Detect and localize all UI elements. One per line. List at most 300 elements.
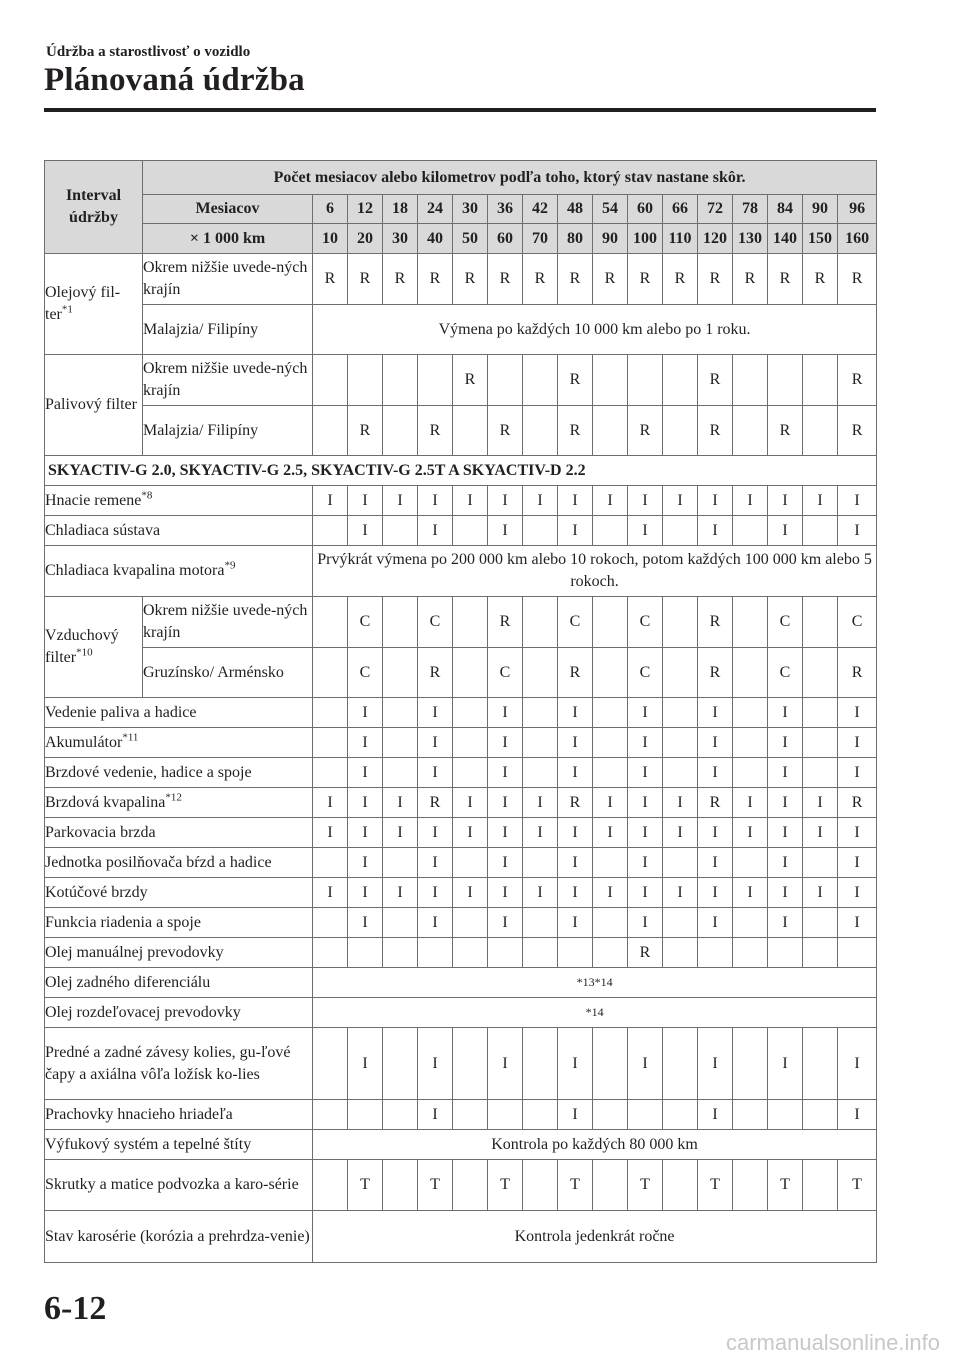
schedule-cell: I: [628, 908, 663, 938]
table-row: [45, 1160, 877, 1211]
schedule-cell: [523, 516, 558, 546]
schedule-cell: I: [418, 728, 453, 758]
schedule-cell: [803, 355, 838, 406]
table-row: [45, 908, 877, 938]
schedule-cell: [418, 355, 453, 406]
schedule-cell: I: [348, 848, 383, 878]
schedule-cell: [313, 597, 348, 648]
schedule-cell: I: [628, 818, 663, 848]
schedule-cell: I: [768, 698, 803, 728]
schedule-cell: [383, 908, 418, 938]
km-cell: 150: [803, 224, 838, 254]
schedule-cell: I: [488, 728, 523, 758]
schedule-cell: [453, 1100, 488, 1130]
schedule-cell: [663, 406, 698, 456]
schedule-cell: I: [698, 486, 733, 516]
schedule-cell: C: [348, 648, 383, 698]
months-label: Mesiacov: [143, 195, 313, 224]
schedule-cell: C: [488, 648, 523, 698]
schedule-span: Výmena po každých 10 000 km alebo po 1 roku.: [313, 305, 877, 355]
schedule-cell: I: [628, 516, 663, 546]
schedule-cell: [768, 1100, 803, 1130]
schedule-cell: I: [628, 698, 663, 728]
schedule-cell: R: [768, 406, 803, 456]
schedule-cell: [383, 698, 418, 728]
table-row: [45, 546, 877, 597]
table-row: [45, 406, 877, 456]
schedule-cell: T: [558, 1160, 593, 1211]
schedule-cell: R: [803, 254, 838, 305]
schedule-cell: R: [698, 254, 733, 305]
schedule-cell: R: [558, 406, 593, 456]
schedule-cell: [803, 1028, 838, 1100]
schedule-cell: I: [698, 728, 733, 758]
km-cell: 100: [628, 224, 663, 254]
schedule-cell: I: [383, 818, 418, 848]
item-name: Akumulátor$^{*11}$: [45, 728, 313, 758]
schedule-cell: [313, 908, 348, 938]
schedule-cell: I: [418, 818, 453, 848]
month-cell: 96: [838, 195, 877, 224]
schedule-cell: I: [453, 818, 488, 848]
schedule-cell: I: [628, 848, 663, 878]
item-name: Chladiaca kvapalina motora$^{*9}$: [45, 546, 313, 597]
page-number: 6-12: [44, 1290, 107, 1327]
km-cell: 160: [838, 224, 877, 254]
schedule-cell: [628, 355, 663, 406]
schedule-cell: [803, 516, 838, 546]
schedule-cell: [488, 1100, 523, 1130]
schedule-cell: I: [418, 878, 453, 908]
schedule-cell: I: [348, 486, 383, 516]
schedule-cell: I: [558, 848, 593, 878]
schedule-cell: [733, 406, 768, 456]
schedule-cell: I: [838, 758, 877, 788]
schedule-cell: I: [488, 698, 523, 728]
item-name: Parkovacia brzda: [45, 818, 313, 848]
schedule-cell: I: [348, 1028, 383, 1100]
schedule-cell: [733, 728, 768, 758]
schedule-cell: I: [628, 878, 663, 908]
schedule-cell: [453, 938, 488, 968]
item-condition: Okrem nižšie uvede-ných krajín: [143, 597, 313, 648]
schedule-cell: I: [418, 758, 453, 788]
schedule-cell: R: [663, 254, 698, 305]
schedule-cell: I: [488, 758, 523, 788]
schedule-cell: I: [523, 486, 558, 516]
schedule-cell: [803, 848, 838, 878]
schedule-cell: [348, 355, 383, 406]
schedule-cell: I: [523, 818, 558, 848]
schedule-cell: R: [698, 648, 733, 698]
schedule-cell: [453, 406, 488, 456]
schedule-cell: I: [593, 878, 628, 908]
km-header-row: [45, 224, 877, 254]
section-label: Údržba a starostlivosť o vozidlo: [46, 44, 251, 60]
km-cell: 20: [348, 224, 383, 254]
schedule-cell: R: [558, 648, 593, 698]
table-row: [45, 456, 877, 486]
schedule-cell: [313, 698, 348, 728]
table-row: [45, 355, 877, 406]
schedule-cell: I: [803, 486, 838, 516]
schedule-cell: R: [558, 788, 593, 818]
month-cell: 12: [348, 195, 383, 224]
schedule-cell: I: [348, 728, 383, 758]
schedule-cell: I: [453, 486, 488, 516]
schedule-cell: [803, 758, 838, 788]
table-row: [45, 1028, 877, 1100]
schedule-cell: [593, 938, 628, 968]
km-cell: 60: [488, 224, 523, 254]
schedule-cell: R: [383, 254, 418, 305]
schedule-cell: I: [488, 818, 523, 848]
schedule-cell: [803, 1100, 838, 1130]
schedule-cell: I: [383, 486, 418, 516]
schedule-cell: [558, 938, 593, 968]
table-row: [45, 597, 877, 648]
schedule-cell: I: [838, 878, 877, 908]
schedule-cell: C: [628, 597, 663, 648]
schedule-cell: [593, 848, 628, 878]
schedule-cell: [453, 516, 488, 546]
schedule-cell: [383, 1028, 418, 1100]
schedule-cell: R: [768, 254, 803, 305]
schedule-cell: I: [628, 788, 663, 818]
schedule-cell: I: [663, 878, 698, 908]
schedule-cell: I: [663, 486, 698, 516]
schedule-cell: T: [418, 1160, 453, 1211]
schedule-cell: R: [418, 254, 453, 305]
schedule-cell: [383, 728, 418, 758]
schedule-cell: I: [348, 908, 383, 938]
item-name: Olej manuálnej prevodovky: [45, 938, 313, 968]
schedule-cell: I: [768, 788, 803, 818]
schedule-cell: I: [768, 848, 803, 878]
schedule-cell: R: [418, 648, 453, 698]
km-cell: 80: [558, 224, 593, 254]
month-cell: 54: [593, 195, 628, 224]
title-divider: [44, 108, 876, 112]
schedule-cell: [663, 728, 698, 758]
schedule-cell: I: [733, 878, 768, 908]
schedule-cell: [523, 728, 558, 758]
schedule-cell: R: [628, 406, 663, 456]
watermark: carmanualsonline.info: [725, 1330, 940, 1355]
schedule-cell: I: [733, 788, 768, 818]
schedule-cell: I: [628, 758, 663, 788]
schedule-cell: R: [488, 254, 523, 305]
schedule-cell: I: [488, 908, 523, 938]
schedule-cell: I: [698, 848, 733, 878]
schedule-cell: R: [558, 355, 593, 406]
schedule-cell: [383, 648, 418, 698]
month-cell: 60: [628, 195, 663, 224]
item-name: Olej zadného diferenciálu: [45, 968, 313, 998]
item-name: Jednotka posilňovača bŕzd a hadice: [45, 848, 313, 878]
item-name: Chladiaca sústava: [45, 516, 313, 546]
schedule-cell: R: [348, 254, 383, 305]
schedule-cell: T: [488, 1160, 523, 1211]
schedule-cell: I: [698, 1028, 733, 1100]
item-condition: Malajzia/ Filipíny: [143, 406, 313, 456]
km-cell: 110: [663, 224, 698, 254]
table-row: [45, 1211, 877, 1263]
item-name: Kotúčové brzdy: [45, 878, 313, 908]
schedule-cell: [593, 1160, 628, 1211]
schedule-cell: C: [628, 648, 663, 698]
item-name: Stav karosérie (korózia a prehrdza-venie): [45, 1211, 313, 1263]
item-condition: Okrem nižšie uvede-ných krajín: [143, 355, 313, 406]
schedule-cell: [383, 516, 418, 546]
schedule-cell: [453, 908, 488, 938]
schedule-cell: [803, 597, 838, 648]
schedule-span: Kontrola jedenkrát ročne: [313, 1211, 877, 1263]
schedule-cell: C: [418, 597, 453, 648]
schedule-cell: R: [838, 406, 877, 456]
km-cell: 90: [593, 224, 628, 254]
schedule-cell: [593, 355, 628, 406]
month-cell: 48: [558, 195, 593, 224]
schedule-cell: [453, 597, 488, 648]
schedule-cell: I: [348, 758, 383, 788]
schedule-cell: I: [348, 788, 383, 818]
schedule-cell: [628, 1100, 663, 1130]
schedule-cell: R: [453, 355, 488, 406]
table-row: [45, 305, 877, 355]
months-header-row: [45, 195, 877, 224]
schedule-cell: I: [418, 486, 453, 516]
schedule-cell: [663, 1028, 698, 1100]
schedule-cell: R: [838, 788, 877, 818]
schedule-cell: [383, 355, 418, 406]
schedule-cell: [593, 648, 628, 698]
schedule-cell: I: [733, 818, 768, 848]
schedule-cell: [313, 355, 348, 406]
schedule-cell: [733, 1028, 768, 1100]
schedule-cell: I: [768, 878, 803, 908]
schedule-cell: I: [488, 1028, 523, 1100]
item-name: Výfukový systém a tepelné štíty: [45, 1130, 313, 1160]
schedule-cell: I: [838, 908, 877, 938]
schedule-cell: [383, 938, 418, 968]
month-cell: 18: [383, 195, 418, 224]
schedule-cell: [733, 698, 768, 728]
schedule-cell: [523, 938, 558, 968]
schedule-cell: [383, 848, 418, 878]
footnote-ref: *13*14: [313, 968, 877, 998]
schedule-cell: T: [838, 1160, 877, 1211]
schedule-cell: I: [838, 486, 877, 516]
schedule-cell: [803, 938, 838, 968]
schedule-cell: T: [348, 1160, 383, 1211]
schedule-cell: [733, 516, 768, 546]
schedule-cell: [593, 597, 628, 648]
schedule-cell: I: [348, 878, 383, 908]
schedule-cell: [663, 908, 698, 938]
schedule-cell: I: [348, 516, 383, 546]
item-name: Vzduchový filter$^{*10}$: [45, 597, 143, 698]
item-condition: Okrem nižšie uvede-ných krajín: [143, 254, 313, 305]
schedule-cell: I: [313, 818, 348, 848]
schedule-cell: [313, 516, 348, 546]
km-cell: 130: [733, 224, 768, 254]
km-cell: 50: [453, 224, 488, 254]
item-name: Funkcia riadenia a spoje: [45, 908, 313, 938]
schedule-cell: [523, 355, 558, 406]
page-title: Plánovaná údržba: [44, 62, 305, 98]
schedule-cell: T: [698, 1160, 733, 1211]
km-cell: 40: [418, 224, 453, 254]
schedule-cell: R: [313, 254, 348, 305]
schedule-cell: [453, 698, 488, 728]
schedule-cell: I: [663, 788, 698, 818]
schedule-cell: I: [628, 1028, 663, 1100]
schedule-cell: [453, 1028, 488, 1100]
schedule-cell: C: [768, 597, 803, 648]
schedule-cell: I: [593, 818, 628, 848]
schedule-cell: I: [558, 1028, 593, 1100]
schedule-cell: I: [838, 516, 877, 546]
schedule-cell: [453, 758, 488, 788]
schedule-cell: [663, 597, 698, 648]
interval-header: Interval údržby: [45, 161, 143, 254]
month-cell: 84: [768, 195, 803, 224]
km-cell: 30: [383, 224, 418, 254]
month-cell: 30: [453, 195, 488, 224]
schedule-cell: I: [558, 728, 593, 758]
schedule-cell: [313, 406, 348, 456]
schedule-cell: I: [313, 788, 348, 818]
schedule-cell: I: [488, 516, 523, 546]
schedule-cell: I: [348, 698, 383, 728]
schedule-cell: [313, 848, 348, 878]
schedule-cell: I: [348, 818, 383, 848]
schedule-cell: [348, 1100, 383, 1130]
table-row: [45, 648, 877, 698]
schedule-cell: I: [838, 848, 877, 878]
schedule-cell: R: [698, 355, 733, 406]
schedule-cell: R: [418, 406, 453, 456]
schedule-cell: I: [418, 1100, 453, 1130]
km-cell: 70: [523, 224, 558, 254]
schedule-cell: R: [733, 254, 768, 305]
schedule-cell: [663, 1100, 698, 1130]
schedule-cell: [663, 698, 698, 728]
km-cell: 140: [768, 224, 803, 254]
schedule-cell: I: [628, 486, 663, 516]
schedule-cell: [418, 938, 453, 968]
schedule-cell: [803, 728, 838, 758]
km-cell: 10: [313, 224, 348, 254]
schedule-cell: I: [313, 878, 348, 908]
schedule-cell: R: [488, 597, 523, 648]
item-name: Predné a zadné závesy kolies, gu-ľové čapy a axiálna vôľa ložísk ko-lies: [45, 1028, 313, 1100]
schedule-cell: [733, 848, 768, 878]
table-row: [45, 486, 877, 516]
table-row: [45, 698, 877, 728]
schedule-cell: [523, 406, 558, 456]
schedule-cell: I: [768, 758, 803, 788]
schedule-cell: T: [768, 1160, 803, 1211]
schedule-cell: [453, 1160, 488, 1211]
schedule-cell: R: [698, 406, 733, 456]
schedule-span: Prvýkrát výmena po 200 000 km alebo 10 rokoch, potom každých 100 000 km alebo 5 rokoch.: [313, 546, 877, 597]
schedule-cell: [523, 848, 558, 878]
schedule-cell: I: [768, 486, 803, 516]
schedule-cell: I: [663, 818, 698, 848]
schedule-cell: [383, 597, 418, 648]
schedule-cell: R: [348, 406, 383, 456]
schedule-cell: R: [558, 254, 593, 305]
item-name: Hnacie remene$^{*8}$: [45, 486, 313, 516]
schedule-cell: [803, 698, 838, 728]
schedule-cell: I: [698, 698, 733, 728]
schedule-cell: C: [348, 597, 383, 648]
schedule-span: Kontrola po každých 80 000 km: [313, 1130, 877, 1160]
schedule-cell: I: [698, 818, 733, 848]
schedule-cell: [313, 1028, 348, 1100]
schedule-cell: I: [558, 878, 593, 908]
schedule-cell: I: [418, 698, 453, 728]
item-name: Palivový filter: [45, 355, 143, 456]
table-row: [45, 818, 877, 848]
schedule-cell: I: [768, 908, 803, 938]
schedule-cell: I: [733, 486, 768, 516]
schedule-cell: C: [768, 648, 803, 698]
schedule-cell: [383, 1160, 418, 1211]
schedule-cell: I: [488, 788, 523, 818]
interval-caption: Počet mesiacov alebo kilometrov podľa toho, ktorý stav nastane skôr.: [143, 161, 877, 195]
schedule-cell: I: [558, 908, 593, 938]
schedule-cell: [383, 758, 418, 788]
month-cell: 66: [663, 195, 698, 224]
schedule-cell: [663, 938, 698, 968]
table-row: [45, 254, 877, 305]
schedule-cell: I: [558, 1100, 593, 1130]
schedule-cell: I: [698, 516, 733, 546]
schedule-cell: I: [838, 818, 877, 848]
schedule-cell: I: [838, 728, 877, 758]
schedule-cell: R: [418, 788, 453, 818]
table-row: [45, 968, 877, 998]
schedule-cell: [733, 938, 768, 968]
schedule-cell: I: [488, 848, 523, 878]
schedule-cell: [523, 648, 558, 698]
schedule-cell: R: [698, 788, 733, 818]
schedule-cell: [453, 648, 488, 698]
schedule-cell: R: [628, 254, 663, 305]
schedule-cell: R: [838, 254, 877, 305]
schedule-cell: [453, 848, 488, 878]
schedule-cell: [733, 597, 768, 648]
schedule-cell: [768, 938, 803, 968]
month-cell: 36: [488, 195, 523, 224]
schedule-cell: I: [803, 878, 838, 908]
item-name: Brzdová kvapalina$^{*12}$: [45, 788, 313, 818]
schedule-cell: I: [768, 728, 803, 758]
schedule-cell: [698, 938, 733, 968]
schedule-cell: R: [523, 254, 558, 305]
item-name: Olej rozdeľovacej prevodovky: [45, 998, 313, 1028]
schedule-cell: C: [558, 597, 593, 648]
month-cell: 78: [733, 195, 768, 224]
schedule-cell: [593, 758, 628, 788]
schedule-cell: R: [453, 254, 488, 305]
schedule-cell: I: [698, 878, 733, 908]
schedule-cell: [313, 1160, 348, 1211]
month-cell: 42: [523, 195, 558, 224]
